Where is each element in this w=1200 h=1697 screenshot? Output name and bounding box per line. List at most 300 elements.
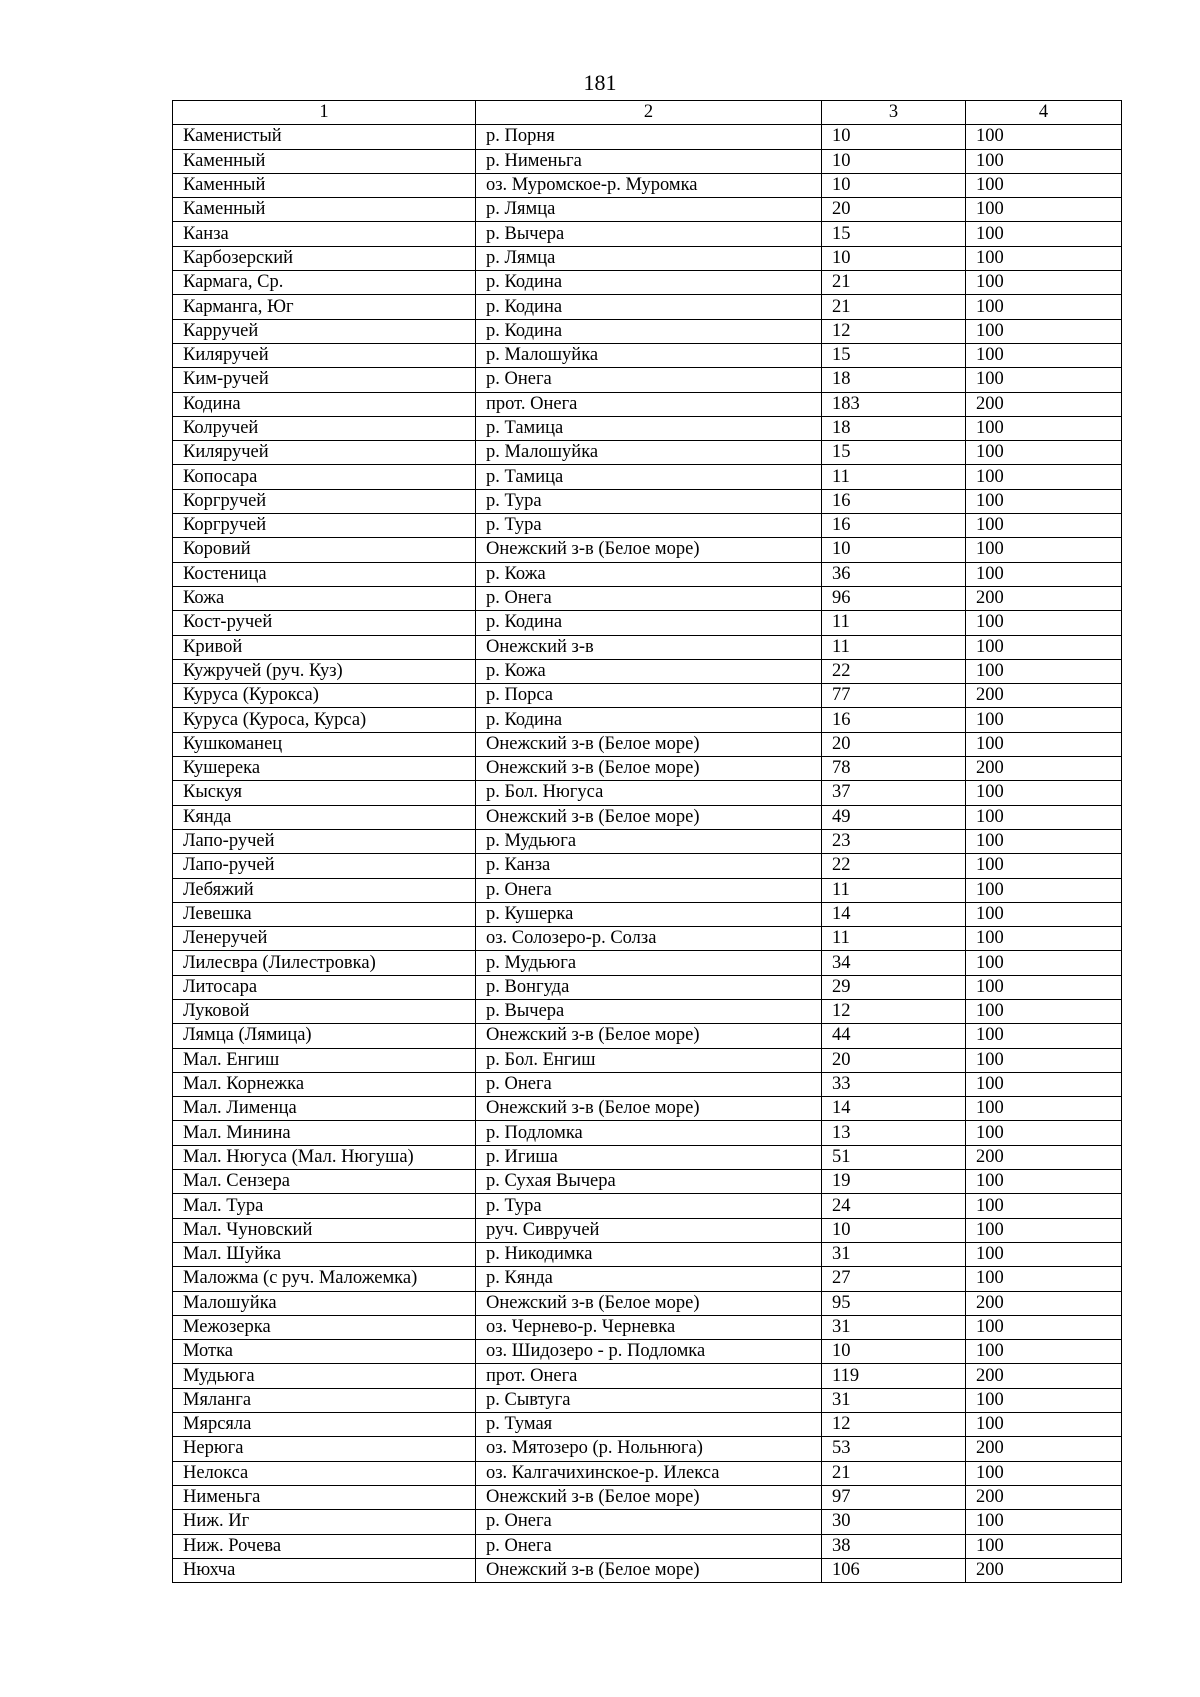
cell-name: Ниж. Рочева [173,1534,476,1558]
cell-length: 13 [822,1121,966,1145]
cell-mouth: р. Кодина [476,708,822,732]
cell-zone: 100 [966,1315,1122,1339]
cell-mouth: р. Онега [476,1510,822,1534]
column-header-2: 2 [476,101,822,125]
cell-mouth: оз. Солозеро-р. Солза [476,927,822,951]
cell-mouth: р. Сывтуга [476,1388,822,1412]
cell-zone: 200 [966,392,1122,416]
cell-mouth: Онежский з-в (Белое море) [476,805,822,829]
cell-name: Кушерека [173,757,476,781]
cell-mouth: р. Тура [476,1194,822,1218]
cell-zone: 100 [966,1170,1122,1194]
column-header-4: 4 [966,101,1122,125]
cell-mouth: р. Мудьюга [476,951,822,975]
cell-length: 183 [822,392,966,416]
cell-zone: 100 [966,1413,1122,1437]
cell-mouth: оз. Чернево-р. Черневка [476,1315,822,1339]
cell-mouth: прот. Онега [476,392,822,416]
cell-length: 10 [822,1218,966,1242]
cell-length: 77 [822,684,966,708]
cell-zone: 100 [966,441,1122,465]
cell-mouth: р. Кожа [476,562,822,586]
cell-zone: 100 [966,878,1122,902]
cell-mouth: р. Тамица [476,416,822,440]
cell-zone: 100 [966,295,1122,319]
table-row [173,1510,1122,1534]
cell-mouth: р. Порня [476,125,822,149]
cell-zone: 100 [966,975,1122,999]
cell-mouth: р. Тамица [476,465,822,489]
cell-mouth: р. Нименьга [476,149,822,173]
cell-name: Карбозерский [173,246,476,270]
cell-length: 22 [822,659,966,683]
table-row [173,1291,1122,1315]
cell-length: 11 [822,611,966,635]
cell-length: 16 [822,514,966,538]
table-row [173,1485,1122,1509]
cell-mouth: р. Онега [476,368,822,392]
cell-mouth: р. Лямца [476,246,822,270]
table-row [173,805,1122,829]
cell-name: Мал. Нюгуса (Мал. Нюгуша) [173,1145,476,1169]
cell-name: Мал. Лименца [173,1097,476,1121]
cell-zone: 200 [966,684,1122,708]
table-body [173,125,1122,1583]
cell-name: Куруса (Куроса, Курса) [173,708,476,732]
cell-length: 10 [822,246,966,270]
cell-length: 31 [822,1388,966,1412]
table-row [173,271,1122,295]
cell-name: Карманга, Юг [173,295,476,319]
cell-name: Коровий [173,538,476,562]
cell-zone: 100 [966,732,1122,756]
cell-length: 97 [822,1485,966,1509]
cell-zone: 100 [966,489,1122,513]
table-row [173,999,1122,1023]
table-row [173,392,1122,416]
cell-name: Нерюга [173,1437,476,1461]
cell-length: 51 [822,1145,966,1169]
cell-name: Мяланга [173,1388,476,1412]
cell-length: 14 [822,1097,966,1121]
cell-length: 119 [822,1364,966,1388]
cell-name: Кыскуя [173,781,476,805]
cell-zone: 100 [966,927,1122,951]
cell-mouth: р. Онега [476,586,822,610]
cell-zone: 100 [966,1388,1122,1412]
cell-name: Лилесвра (Лилестровка) [173,951,476,975]
table-row [173,829,1122,853]
cell-name: Мал. Сензера [173,1170,476,1194]
table-row [173,1364,1122,1388]
cell-name: Лямца (Лямица) [173,1024,476,1048]
table-row [173,708,1122,732]
cell-zone: 100 [966,1461,1122,1485]
cell-length: 30 [822,1510,966,1534]
cell-name: Лебяжий [173,878,476,902]
cell-mouth: оз. Муромское-р. Муромка [476,173,822,197]
cell-length: 16 [822,708,966,732]
cell-mouth: Онежский з-в (Белое море) [476,1024,822,1048]
cell-zone: 200 [966,586,1122,610]
cell-length: 106 [822,1558,966,1582]
table-row [173,441,1122,465]
cell-length: 15 [822,441,966,465]
table-row [173,781,1122,805]
table-row [173,246,1122,270]
cell-zone: 100 [966,659,1122,683]
cell-zone: 100 [966,368,1122,392]
table-row [173,1242,1122,1266]
table-row [173,222,1122,246]
cell-zone: 100 [966,902,1122,926]
cell-zone: 100 [966,1340,1122,1364]
cell-mouth: оз. Калгачихинское-р. Илекса [476,1461,822,1485]
cell-zone: 100 [966,149,1122,173]
table-row [173,902,1122,926]
cell-name: Мал. Корнежка [173,1072,476,1096]
table-row [173,1145,1122,1169]
cell-length: 20 [822,732,966,756]
cell-length: 22 [822,854,966,878]
cell-name: Литосара [173,975,476,999]
cell-mouth: р. Вычера [476,999,822,1023]
cell-zone: 200 [966,757,1122,781]
cell-zone: 100 [966,1072,1122,1096]
cell-zone: 100 [966,125,1122,149]
cell-zone: 100 [966,222,1122,246]
cell-length: 21 [822,271,966,295]
cell-name: Нелокса [173,1461,476,1485]
cell-length: 16 [822,489,966,513]
cell-zone: 100 [966,1218,1122,1242]
cell-name: Киляручей [173,441,476,465]
table-row [173,1315,1122,1339]
cell-name: Мудьюга [173,1364,476,1388]
cell-length: 20 [822,198,966,222]
cell-length: 21 [822,295,966,319]
cell-name: Левешка [173,902,476,926]
table-row [173,1413,1122,1437]
cell-mouth: р. Игиша [476,1145,822,1169]
cell-name: Кодина [173,392,476,416]
cell-mouth: оз. Шидозеро - р. Подломка [476,1340,822,1364]
cell-mouth: р. Кодина [476,295,822,319]
cell-mouth: р. Малошуйка [476,441,822,465]
cell-length: 18 [822,368,966,392]
table-row [173,1437,1122,1461]
table-row [173,1340,1122,1364]
table-row [173,1048,1122,1072]
cell-length: 31 [822,1242,966,1266]
cell-mouth: Онежский з-в (Белое море) [476,1291,822,1315]
table-row [173,1121,1122,1145]
table-row [173,684,1122,708]
cell-mouth: Онежский з-в (Белое море) [476,732,822,756]
cell-mouth: р. Кянда [476,1267,822,1291]
cell-length: 31 [822,1315,966,1339]
cell-length: 10 [822,538,966,562]
cell-name: Куруса (Курокса) [173,684,476,708]
table-row [173,1558,1122,1582]
cell-zone: 100 [966,829,1122,853]
cell-length: 37 [822,781,966,805]
cell-mouth: Онежский з-в (Белое море) [476,1097,822,1121]
cell-zone: 100 [966,1097,1122,1121]
cell-zone: 200 [966,1485,1122,1509]
cell-zone: 200 [966,1145,1122,1169]
table-row [173,1194,1122,1218]
cell-name: Коргручей [173,489,476,513]
cell-zone: 100 [966,805,1122,829]
cell-zone: 100 [966,781,1122,805]
cell-length: 23 [822,829,966,853]
cell-length: 96 [822,586,966,610]
cell-mouth: р. Онега [476,878,822,902]
table-row [173,368,1122,392]
cell-length: 11 [822,465,966,489]
cell-length: 12 [822,999,966,1023]
cell-name: Кривой [173,635,476,659]
cell-zone: 100 [966,708,1122,732]
cell-name: Канза [173,222,476,246]
table-row [173,732,1122,756]
cell-length: 44 [822,1024,966,1048]
cell-zone: 200 [966,1437,1122,1461]
table-row [173,149,1122,173]
cell-length: 12 [822,1413,966,1437]
cell-name: Мал. Минина [173,1121,476,1145]
cell-name: Кянда [173,805,476,829]
cell-length: 14 [822,902,966,926]
cell-mouth: Онежский з-в [476,635,822,659]
cell-mouth: прот. Онега [476,1364,822,1388]
cell-name: Мярсяла [173,1413,476,1437]
cell-zone: 100 [966,1242,1122,1266]
cell-name: Нименьга [173,1485,476,1509]
table-row [173,295,1122,319]
cell-length: 11 [822,635,966,659]
cell-length: 49 [822,805,966,829]
table-row [173,173,1122,197]
table-row [173,1097,1122,1121]
cell-name: Кост-ручей [173,611,476,635]
cell-length: 10 [822,173,966,197]
cell-length: 34 [822,951,966,975]
cell-name: Кушкоманец [173,732,476,756]
table-row [173,1388,1122,1412]
cell-name: Кожа [173,586,476,610]
cell-zone: 100 [966,999,1122,1023]
table-row [173,611,1122,635]
cell-zone: 100 [966,1121,1122,1145]
cell-name: Колручей [173,416,476,440]
table-row [173,1267,1122,1291]
rivers-table [172,100,1122,1583]
cell-mouth: оз. Мятозеро (р. Нольнюга) [476,1437,822,1461]
cell-name: Киляручей [173,343,476,367]
cell-mouth: р. Кодина [476,319,822,343]
cell-mouth: р. Сухая Вычера [476,1170,822,1194]
column-header-1: 1 [173,101,476,125]
table-header-row [173,101,1122,125]
cell-zone: 100 [966,538,1122,562]
cell-mouth: р. Подломка [476,1121,822,1145]
cell-name: Малошуйка [173,1291,476,1315]
cell-mouth: р. Тумая [476,1413,822,1437]
cell-name: Каменный [173,198,476,222]
table-row [173,343,1122,367]
cell-zone: 100 [966,1048,1122,1072]
cell-length: 10 [822,1340,966,1364]
cell-name: Карручей [173,319,476,343]
table-row [173,416,1122,440]
table-row [173,538,1122,562]
cell-zone: 200 [966,1291,1122,1315]
cell-name: Мал. Енгиш [173,1048,476,1072]
table-row [173,659,1122,683]
cell-name: Ким-ручей [173,368,476,392]
cell-zone: 100 [966,1534,1122,1558]
cell-zone: 100 [966,173,1122,197]
cell-name: Коргручей [173,514,476,538]
cell-zone: 100 [966,514,1122,538]
cell-name: Ленеручей [173,927,476,951]
cell-name: Кармага, Ср. [173,271,476,295]
table-row [173,319,1122,343]
cell-zone: 100 [966,198,1122,222]
cell-name: Кужручей (руч. Куз) [173,659,476,683]
cell-zone: 100 [966,1510,1122,1534]
cell-name: Мал. Тура [173,1194,476,1218]
table-row [173,975,1122,999]
cell-length: 33 [822,1072,966,1096]
cell-mouth: р. Кодина [476,271,822,295]
table-row [173,489,1122,513]
cell-mouth: р. Канза [476,854,822,878]
cell-mouth: р. Тура [476,514,822,538]
table-row [173,635,1122,659]
table-row [173,1024,1122,1048]
table-row [173,562,1122,586]
cell-length: 38 [822,1534,966,1558]
cell-zone: 100 [966,1024,1122,1048]
page-number: 181 [583,70,617,95]
cell-length: 21 [822,1461,966,1485]
cell-name: Нюхча [173,1558,476,1582]
cell-length: 15 [822,343,966,367]
cell-name: Копосара [173,465,476,489]
cell-zone: 100 [966,1267,1122,1291]
cell-name: Мал. Шуйка [173,1242,476,1266]
cell-name: Лапо-ручей [173,829,476,853]
cell-zone: 100 [966,854,1122,878]
table-row [173,465,1122,489]
table-row [173,1072,1122,1096]
table-row [173,125,1122,149]
cell-length: 15 [822,222,966,246]
cell-mouth: р. Тура [476,489,822,513]
table-row [173,1218,1122,1242]
cell-length: 20 [822,1048,966,1072]
cell-mouth: р. Бол. Нюгуса [476,781,822,805]
cell-zone: 100 [966,611,1122,635]
table-row [173,1170,1122,1194]
cell-zone: 100 [966,562,1122,586]
cell-zone: 100 [966,319,1122,343]
cell-mouth: р. Бол. Енгиш [476,1048,822,1072]
cell-length: 11 [822,878,966,902]
cell-mouth: Онежский з-в (Белое море) [476,538,822,562]
cell-name: Мотка [173,1340,476,1364]
cell-mouth: р. Кодина [476,611,822,635]
cell-mouth: р. Никодимка [476,1242,822,1266]
cell-length: 53 [822,1437,966,1461]
cell-mouth: р. Порса [476,684,822,708]
cell-zone: 100 [966,343,1122,367]
cell-length: 18 [822,416,966,440]
cell-mouth: р. Онега [476,1534,822,1558]
cell-name: Каменный [173,149,476,173]
cell-mouth: р. Онега [476,1072,822,1096]
table-row [173,1534,1122,1558]
cell-mouth: р. Кушерка [476,902,822,926]
cell-name: Маложма (с руч. Маложемка) [173,1267,476,1291]
cell-length: 24 [822,1194,966,1218]
cell-length: 29 [822,975,966,999]
cell-mouth: руч. Сивручей [476,1218,822,1242]
table-row [173,927,1122,951]
cell-length: 19 [822,1170,966,1194]
cell-name: Каменистый [173,125,476,149]
cell-name: Лапо-ручей [173,854,476,878]
cell-zone: 100 [966,1194,1122,1218]
table-row [173,514,1122,538]
table-row [173,198,1122,222]
cell-length: 12 [822,319,966,343]
column-header-3: 3 [822,101,966,125]
cell-name: Луковой [173,999,476,1023]
cell-length: 27 [822,1267,966,1291]
cell-zone: 200 [966,1364,1122,1388]
table-row [173,586,1122,610]
cell-name: Межозерка [173,1315,476,1339]
cell-length: 36 [822,562,966,586]
cell-length: 78 [822,757,966,781]
cell-length: 95 [822,1291,966,1315]
cell-name: Каменный [173,173,476,197]
cell-length: 11 [822,927,966,951]
cell-zone: 100 [966,246,1122,270]
cell-mouth: р. Кожа [476,659,822,683]
table-row [173,757,1122,781]
cell-mouth: р. Мудьюга [476,829,822,853]
table-row [173,951,1122,975]
cell-length: 10 [822,149,966,173]
cell-name: Ниж. Иг [173,1510,476,1534]
cell-zone: 100 [966,635,1122,659]
cell-zone: 100 [966,416,1122,440]
cell-name: Костеница [173,562,476,586]
table-row [173,878,1122,902]
cell-zone: 100 [966,271,1122,295]
cell-mouth: р. Вычера [476,222,822,246]
table-row [173,854,1122,878]
table-row [173,1461,1122,1485]
cell-length: 10 [822,125,966,149]
cell-mouth: р. Лямца [476,198,822,222]
cell-mouth: Онежский з-в (Белое море) [476,1558,822,1582]
